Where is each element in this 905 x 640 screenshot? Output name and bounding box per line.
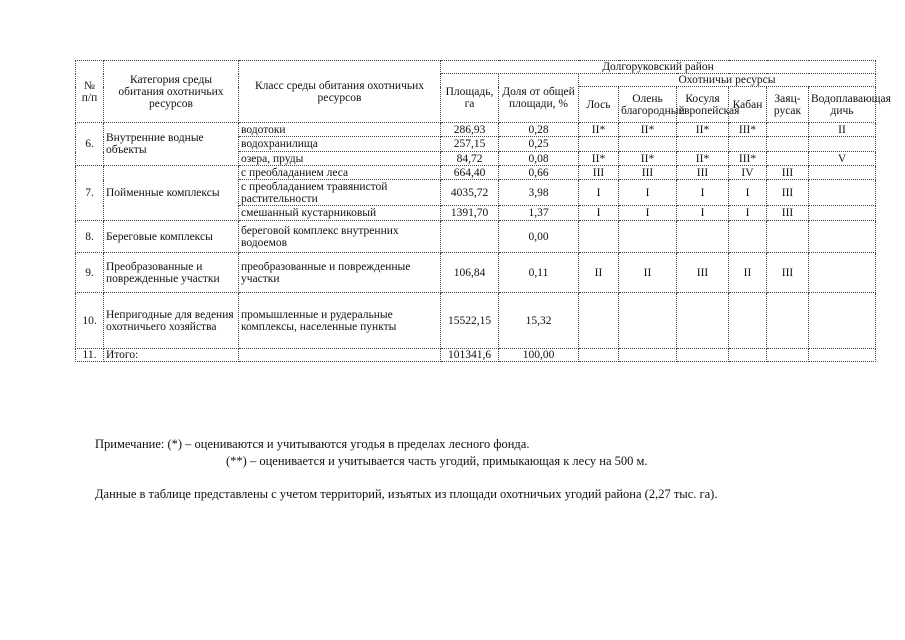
header-district: Долгоруковский район [441, 61, 876, 74]
resource-class-cell: I [677, 206, 729, 221]
table-row [76, 166, 876, 180]
share-value: 0,08 [499, 152, 579, 166]
row-number: 9. [76, 253, 104, 293]
header-num: № п/п [76, 61, 104, 123]
area-value [441, 221, 499, 253]
table-row [76, 221, 876, 253]
resource-class-cell: III* [729, 123, 767, 137]
footnote-1: Примечание: (*) – оцениваются и учитываются угодья в пределах лесного фонда. [95, 437, 530, 451]
resource-class-cell [767, 137, 809, 152]
resource-class-cell: III* [729, 152, 767, 166]
resource-class-cell [619, 221, 677, 253]
resource-class-cell: III [619, 166, 677, 180]
habitat-class: водотоки [239, 123, 441, 137]
resource-class-cell [579, 293, 619, 349]
habitat-class: промышленные и рудеральные комплексы, населенные пункты [239, 293, 441, 349]
resource-class-cell [729, 221, 767, 253]
total-row [76, 349, 876, 362]
resource-class-cell: III [677, 166, 729, 180]
total-share: 100,00 [499, 349, 579, 362]
area-value: 84,72 [441, 152, 499, 166]
resource-class-cell [619, 293, 677, 349]
resource-class-cell [809, 166, 876, 180]
share-value: 0,25 [499, 137, 579, 152]
header-species-red-deer: Олень благородный [619, 87, 677, 123]
habitat-class: с преобладанием леса [239, 166, 441, 180]
resource-class-cell: III [579, 166, 619, 180]
area-value: 106,84 [441, 253, 499, 293]
resource-class-cell: II [809, 123, 876, 137]
resource-class-cell [767, 123, 809, 137]
habitat-class: береговой комплекс внутренних водоемов [239, 221, 441, 253]
habitat-class: смешанный кустарниковый [239, 206, 441, 221]
resource-class-cell [729, 137, 767, 152]
row-number: 8. [76, 221, 104, 253]
resource-class-cell: III [767, 206, 809, 221]
resource-class-cell: I [729, 206, 767, 221]
resource-class-cell: II [579, 253, 619, 293]
resource-class-cell [767, 152, 809, 166]
empty-cell [619, 349, 677, 362]
empty-cell [239, 349, 441, 362]
resource-class-cell [809, 137, 876, 152]
resource-class-cell [677, 293, 729, 349]
share-value: 0,66 [499, 166, 579, 180]
empty-cell [809, 349, 876, 362]
header-species-moose: Лось [579, 87, 619, 123]
habitat-category: Пойменные комплексы [104, 166, 239, 221]
habitat-category: Внутренние водные объекты [104, 123, 239, 166]
header-species-waterfowl: Водоплавающая дичь [809, 87, 876, 123]
resource-class-cell [729, 293, 767, 349]
table-row [76, 293, 876, 349]
header-category: Категория среды обитания охотничьих ресурсов [104, 61, 239, 123]
habitat-class: водохранилища [239, 137, 441, 152]
habitat-class: преобразованные и поврежденные участки [239, 253, 441, 293]
resource-class-cell: II* [619, 123, 677, 137]
share-value: 1,37 [499, 206, 579, 221]
resource-class-cell [809, 180, 876, 206]
resource-class-cell [579, 221, 619, 253]
habitat-category: Преобразованные и поврежденные участки [104, 253, 239, 293]
resource-class-cell: I [579, 206, 619, 221]
resource-class-cell: III [767, 180, 809, 206]
resource-class-cell: II [729, 253, 767, 293]
row-number: 11. [76, 349, 104, 362]
area-value: 664,40 [441, 166, 499, 180]
resource-class-cell: I [677, 180, 729, 206]
resource-class-cell [677, 221, 729, 253]
row-number: 7. [76, 166, 104, 221]
resource-class-cell [677, 137, 729, 152]
resource-class-cell: IV [729, 166, 767, 180]
resource-class-cell [809, 293, 876, 349]
resource-class-cell [619, 137, 677, 152]
resource-class-cell [809, 221, 876, 253]
header-species-boar: Кабан [729, 87, 767, 123]
share-value: 0,00 [499, 221, 579, 253]
header-class: Класс среды обитания охотничьих ресурсов [239, 61, 441, 123]
area-value: 1391,70 [441, 206, 499, 221]
empty-cell [729, 349, 767, 362]
habitat-category: Непригодные для ведения охотничьего хозяйства [104, 293, 239, 349]
resource-class-cell: I [579, 180, 619, 206]
resource-class-cell: I [729, 180, 767, 206]
resource-class-cell: III [767, 253, 809, 293]
total-label: Итого: [104, 349, 239, 362]
table-row [76, 253, 876, 293]
empty-cell [767, 349, 809, 362]
total-area: 101341,6 [441, 349, 499, 362]
habitat-category: Береговые комплексы [104, 221, 239, 253]
area-value: 286,93 [441, 123, 499, 137]
row-number: 10. [76, 293, 104, 349]
resource-class-cell: II* [677, 123, 729, 137]
habitat-table [75, 60, 891, 362]
resource-class-cell: III [767, 166, 809, 180]
header-area: Площадь, га [441, 74, 499, 123]
header-resources: Охотничьи ресурсы [579, 74, 876, 87]
table-row [76, 123, 876, 137]
resource-class-cell [809, 253, 876, 293]
resource-class-cell [579, 137, 619, 152]
resource-class-cell [767, 293, 809, 349]
footnote-3: Данные в таблице представлены с учетом территорий, изъятых из площади охотничьих угодий района (2,27 тыс. га). [95, 487, 718, 501]
resource-class-cell: V [809, 152, 876, 166]
habitat-class: с преобладанием травянистой растительности [239, 180, 441, 206]
resource-class-cell: III [677, 253, 729, 293]
share-value: 3,98 [499, 180, 579, 206]
area-value: 15522,15 [441, 293, 499, 349]
area-value: 4035,72 [441, 180, 499, 206]
resource-class-cell: II* [677, 152, 729, 166]
empty-cell [677, 349, 729, 362]
resource-class-cell: II* [619, 152, 677, 166]
resource-class-cell: I [619, 180, 677, 206]
resource-class-cell: II [619, 253, 677, 293]
row-number: 6. [76, 123, 104, 166]
empty-cell [579, 349, 619, 362]
share-value: 15,32 [499, 293, 579, 349]
footnote-2: (**) – оценивается и учитывается часть угодий, примыкающая к лесу на 500 м. [226, 454, 648, 468]
resource-class-cell [809, 206, 876, 221]
header-species-roe-deer: Косуля европейская [677, 87, 729, 123]
share-value: 0,28 [499, 123, 579, 137]
header-share: Доля от общей площади, % [499, 74, 579, 123]
share-value: 0,11 [499, 253, 579, 293]
resource-class-cell [767, 221, 809, 253]
habitat-class: озера, пруды [239, 152, 441, 166]
header-species-hare: Заяц-русак [767, 87, 809, 123]
resource-class-cell: II* [579, 152, 619, 166]
area-value: 257,15 [441, 137, 499, 152]
resource-class-cell: I [619, 206, 677, 221]
resource-class-cell: II* [579, 123, 619, 137]
